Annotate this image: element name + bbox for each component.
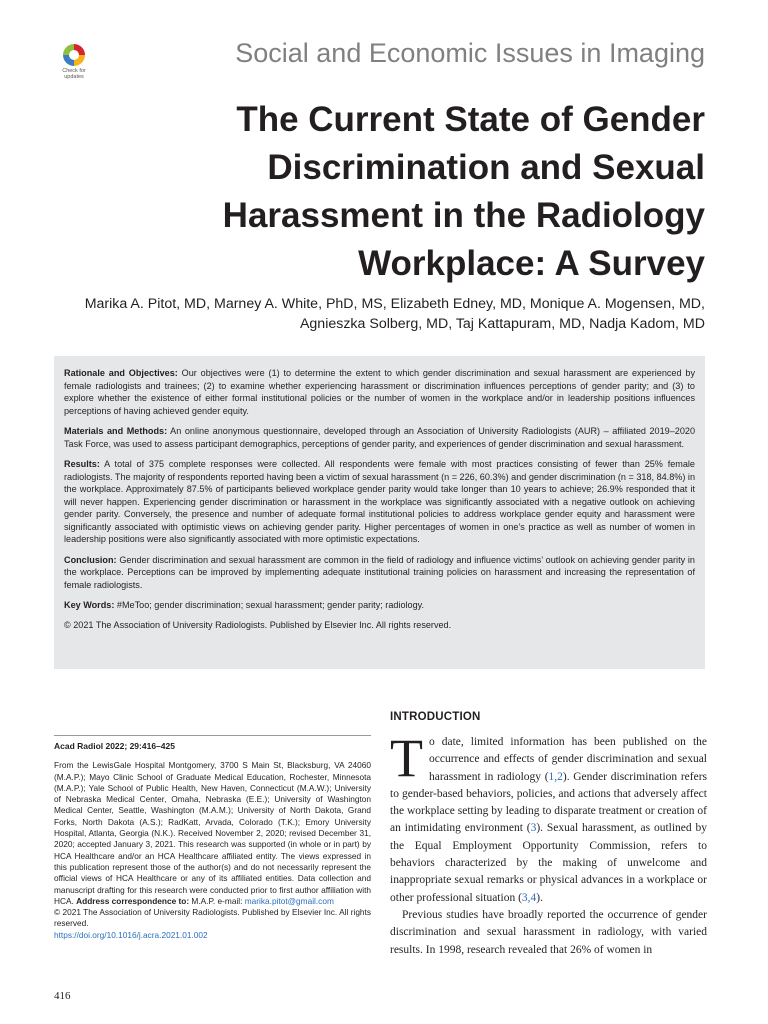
abstract-box bbox=[54, 356, 705, 669]
affiliations bbox=[54, 760, 371, 907]
reference-link[interactable]: 1,2 bbox=[548, 770, 563, 783]
check-for-updates-icon bbox=[63, 44, 85, 66]
rationale-label: Rationale and Objectives: bbox=[64, 368, 178, 378]
abstract-methods bbox=[64, 425, 695, 450]
title-line: Workplace: A Survey bbox=[358, 244, 705, 283]
footnote-copyright: © 2021 The Association of University Radiologists. Published by Elsevier Inc. All rights reserved. bbox=[54, 907, 371, 929]
article-footnote bbox=[54, 741, 371, 941]
results-text: A total of 375 complete responses were collected. All respondents were female with most practices consisting of fewer than 25% female radiologists. The majority of respondents reported having been a victim of sexual harassment (n = 226, 60.3%) and gender discrimination (n = 318, 84.8%) in the workplace. Approximately 87.5% of participants believed workplace gender parity would take longer than 10 years to achieve; 26.9% responded that it will never happen. Experiencing gender discrimination or harassment in the workplace was significantly associated with a negative outlook on achieving gender parity. Conversely, the presence and number of adequate formal institutional policies to address workplace gender equity and harassment were significantly associated with optimistic views on achieving gender parity. Higher percentages of women in one’s practice as well as number of women in leadership positions were also significantly associated with more optimistic expectations. bbox=[64, 459, 695, 544]
title-line: The Current State of Gender bbox=[236, 100, 705, 139]
keywords-text: #MeToo; gender discrimination; sexual harassment; gender parity; radiology. bbox=[114, 600, 425, 610]
abstract-conclusion bbox=[64, 554, 695, 592]
check-for-updates-badge[interactable] bbox=[55, 44, 93, 88]
check-for-updates-label: Check for updates bbox=[62, 68, 86, 80]
paragraph-text: o date, limited information has been published on the occurrence and effects of gender discrimination and sexual harassment in radiology ( bbox=[429, 736, 707, 783]
paragraph-text: ). bbox=[536, 891, 543, 904]
author-list bbox=[45, 294, 705, 334]
title-line: Discrimination and Sexual bbox=[267, 148, 705, 187]
abstract-copyright: © 2021 The Association of University Radiologists. Published by Elsevier Inc. All rights reserved. bbox=[64, 619, 452, 630]
conclusion-label: Conclusion: bbox=[64, 554, 117, 565]
keywords-label: Key Words: bbox=[64, 600, 115, 610]
article-title bbox=[145, 96, 705, 288]
introduction-body bbox=[390, 728, 707, 959]
footnote-divider bbox=[54, 735, 371, 736]
introduction-paragraph-1 bbox=[390, 728, 707, 907]
paragraph-text: ). Sexual harassment, as outlined by the Equal Employment Opportunity Commission, refers to behaviors characterized by the making of unwelcome and inappropriate sexual remarks or physical advances in a workplace or other professional situation ( bbox=[390, 822, 707, 904]
title-line: Harassment in the Radiology bbox=[222, 196, 705, 235]
drop-cap: T bbox=[390, 728, 423, 788]
methods-label: Materials and Methods: bbox=[64, 426, 168, 436]
introduction-paragraph-2: Previous studies have broadly reported the occurrence of gender discrimination and sexual harassment in radiology, with varied results. In 1998, research revealed that 26% of women in bbox=[390, 908, 707, 956]
rationale-text: Our objectives were (1) to determine the extent to which gender discrimination and sexual harassment are experienced by female radiologists and trainees; (2) to examine whether experiencing harassment or discrimination influences perceptions of gender parity; and (3) to explore whether the existence of either formal institutional policies or the number of women in the workplace and/or in leadership positions influences perceptions of having achieved gender equity. bbox=[64, 368, 695, 416]
abstract-keywords bbox=[64, 599, 695, 612]
conclusion-text: Gender discrimination and sexual harassment are common in the field of radiology and influence victims’ outlook on achieving gender parity in the workplace. Perceptions can be improved by implementing adequate institutional training policies on harassment and increasing the representation of female radiologists. bbox=[64, 554, 695, 590]
introduction-heading: INTRODUCTION bbox=[390, 711, 481, 723]
journal-citation: Acad Radiol 2022; 29:416–425 bbox=[54, 741, 175, 751]
abstract-results bbox=[64, 458, 695, 546]
author-line: Agnieszka Solberg, MD, Taj Kattapuram, MD, Nadja Kadom, MD bbox=[299, 316, 705, 332]
doi-link[interactable]: https://doi.org/10.1016/j.acra.2021.01.002 bbox=[54, 929, 208, 940]
page-number: 416 bbox=[54, 990, 71, 1002]
author-line: Marika A. Pitot, MD, Marney A. White, PhD, MS, Elizabeth Edney, MD, Monique A. Mogensen, MD, bbox=[84, 296, 705, 312]
reference-link[interactable]: 3 bbox=[530, 822, 537, 835]
section-title: Social and Economic Issues in Imaging bbox=[235, 38, 705, 68]
correspondence-email-link[interactable]: marika.pitot@gmail.com bbox=[244, 895, 334, 906]
affiliations-text: From the LewisGale Hospital Montgomery, 3700 S Main St, Blacksburg, VA 24060 (M.A.P.); Mayo Clinic School of Graduate Medical Education, Rochester, Minnesota (M.A.P.); Yale School of Public Health, New Haven, Connecticut (M.A.W.); University of Nebraska Medical Center, Omaha, Nebraska (E.E.); University of Washington Medical Center, Seattle, Washington (M.A.M.); University of North Dakota, Grand Forks, North Dakota (A.S.); RadKatt, Arvada, Colorado (T.K.); Emory University Hospital, Atlanta, Georgia (N.K.). Received November 2, 2020; revised December 31, 2020; accepted January 3, 2021. This research was supported (in whole or in part) by HCA Healthcare and/or an HCA Healthcare affiliated entity. The views expressed in this publication represent those of the author(s) and do not necessarily represent the official views of HCA Healthcare or any of its affiliated entities. Data collection and manuscript drafting for this research were conducted prior to first author affiliation with HCA. bbox=[54, 760, 371, 906]
correspondence-text: M.A.P. e-mail: bbox=[189, 895, 245, 906]
methods-text: An online anonymous questionnaire, developed through an Association of University Radiologists (AUR) – affiliated 2019–2020 Task Force, was used to assess participant demographics, perceptions of gender parity, and experiences of gender discrimination and sexual harassment. bbox=[64, 426, 696, 449]
paragraph-text: ). Gender discrimination refers to gender-based behaviors, policies, and actions that adversely affect the workplace setting by leading to disparate treatment or creation of an intimidating environment ( bbox=[390, 770, 707, 835]
correspondence-label: Address correspondence to: bbox=[76, 895, 190, 906]
results-label: Results: bbox=[64, 459, 100, 469]
abstract-rationale bbox=[64, 367, 695, 417]
reference-link[interactable]: 3,4 bbox=[521, 891, 537, 904]
